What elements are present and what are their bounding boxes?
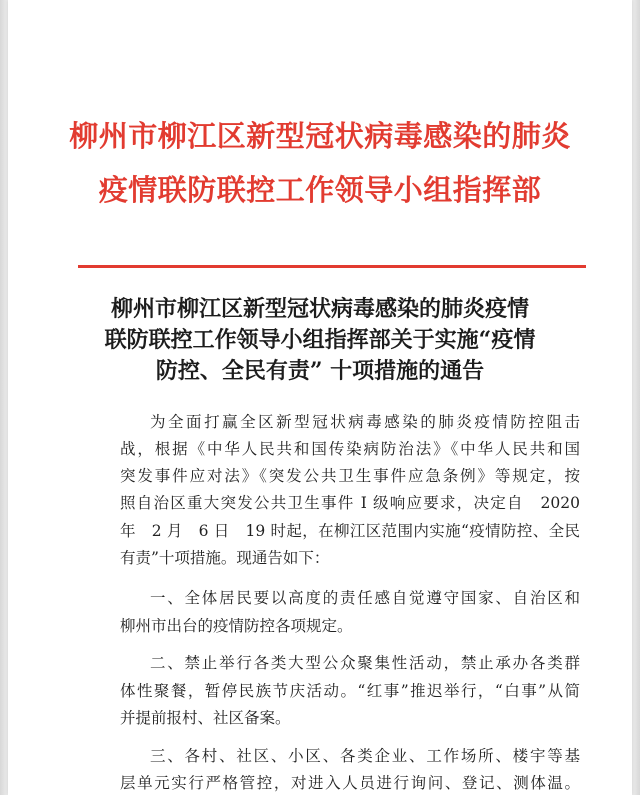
issuer-header-line-2: 疫情联防联控工作领导小组指挥部: [98, 173, 542, 207]
issuer-header-line-1: 柳州市柳江区新型冠状病毒感染的肺炎: [69, 119, 571, 153]
notice-title-line-3: 防控、全民有责” 十项措施的通告: [155, 358, 485, 384]
red-divider-line: [78, 265, 586, 268]
measure-2-line-1: 二、禁止举行各类大型公众聚集性活动，禁止承办各类群: [150, 654, 580, 672]
notice-title-line-1: 柳州市柳江区新型冠状病毒感染的肺炎疫情: [110, 296, 529, 322]
body-paragraph-1-line-5: 年 2 月 6 日 19 时起，在柳江区范围内实施“疫情防控、全民: [120, 522, 580, 540]
body-paragraph-1-line-4: 照自治区重大突发公共卫生事件 I 级响应要求，决定自 2020: [120, 494, 580, 512]
measure-3-line-1: 三、各村、社区、小区、各类企业、工作场所、楼宇等基: [150, 747, 580, 765]
measure-1-line-2: 柳州市出台的疫情防控各项规定。: [120, 617, 353, 635]
document-page: [8, 0, 632, 795]
page-shadow-right: [632, 0, 640, 795]
notice-title-line-2: 联防联控工作领导小组指挥部关于实施“疫情: [104, 327, 536, 353]
measure-3-line-2: 层单元实行严格管控，对进入人员进行询问、登记、测体温。: [120, 774, 580, 792]
measure-1-line-1: 一、全体居民要以高度的责任感自觉遵守国家、自治区和: [150, 589, 580, 607]
body-paragraph-1-line-2: 战，根据《中华人民共和国传染病防治法》《中华人民共和国: [120, 440, 580, 458]
measure-2-line-3: 并提前报村、社区备案。: [120, 709, 291, 727]
measure-2-line-2: 体性聚餐，暂停民族节庆活动。“红事”推迟举行，“白事”从简: [120, 682, 580, 700]
body-paragraph-1-line-1: 为全面打赢全区新型冠状病毒感染的肺炎疫情防控阻击: [150, 413, 580, 431]
page-shadow-left: [0, 0, 8, 795]
body-paragraph-1-line-3: 突发事件应对法》《突发公共卫生事件应急条例》等规定，按: [120, 467, 580, 485]
body-paragraph-1-line-6: 有责”十项措施。现通告如下：: [120, 549, 330, 567]
